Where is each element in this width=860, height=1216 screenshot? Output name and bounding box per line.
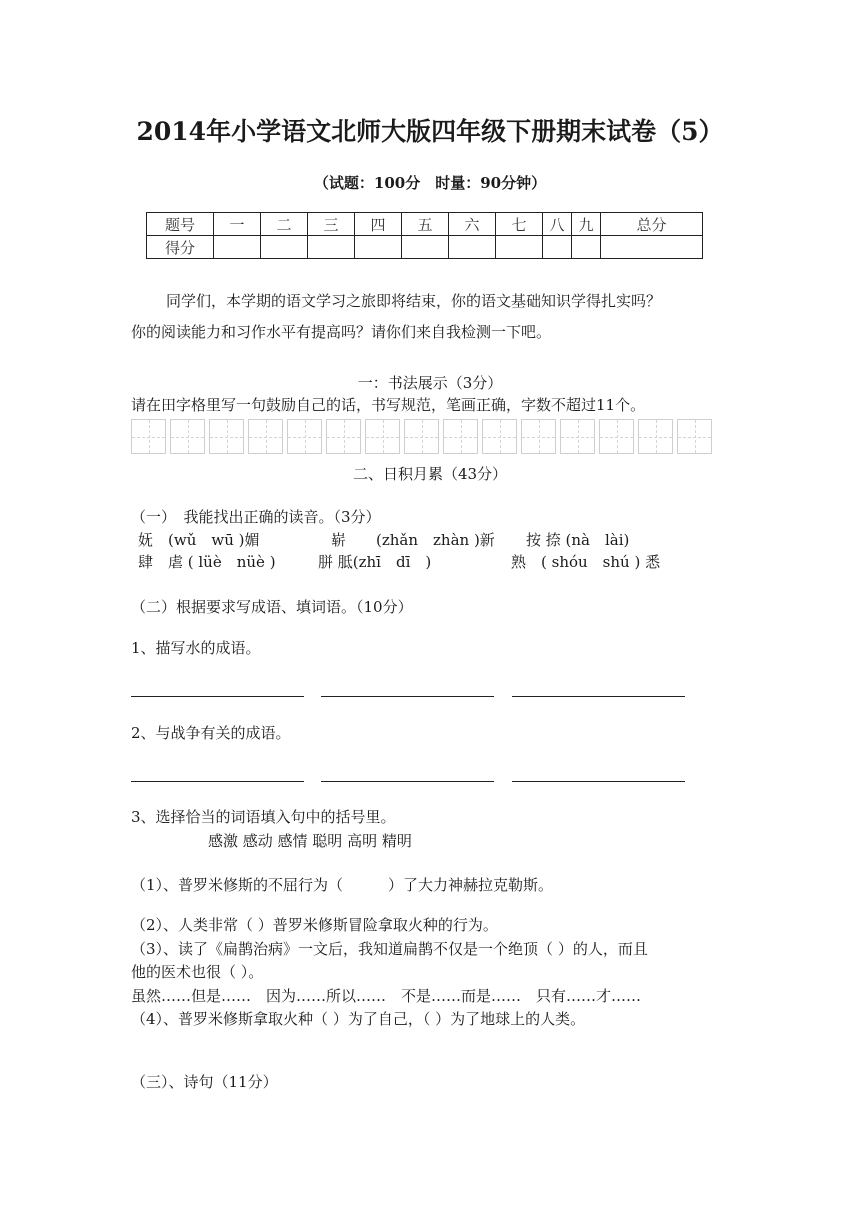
pinyin-item-2: 崭 (zhǎn zhàn )新 [331, 531, 495, 549]
score-header-cell: 九 [572, 213, 601, 236]
part3-heading: （三）、诗句（11分） [131, 1073, 278, 1091]
tianzige-cell[interactable] [599, 419, 634, 454]
tianzige-cell[interactable] [131, 419, 166, 454]
score-header-cell: 三 [308, 213, 355, 236]
section1-heading: 一：书法展示（3分） [357, 374, 503, 392]
score-table-score-row [147, 236, 703, 259]
sentence-2: （2）、人类非常（ ）普罗米修斯冒险拿取火种的行为。 [131, 916, 498, 934]
score-header-cell: 五 [402, 213, 449, 236]
exam-info: （试题：100分 时量：90分钟） [313, 174, 547, 192]
score-input-cell[interactable] [355, 236, 402, 259]
score-input-cell[interactable] [449, 236, 496, 259]
score-input-cell[interactable] [308, 236, 355, 259]
answer-line[interactable] [321, 781, 494, 782]
page-title: 2014年小学语文北师大版四年级下册期末试卷（5） [136, 117, 724, 146]
answer-line[interactable] [321, 696, 494, 697]
score-input-cell[interactable] [496, 236, 543, 259]
tianzige-cell[interactable] [209, 419, 244, 454]
sentence-3b: 他的医术也很（ ）。 [131, 963, 264, 981]
intro-line-1: 同学们，本学期的语文学习之旅即将结束，你的语文基础知识学得扎实吗？ [166, 292, 662, 310]
pinyin-item-4: 肆 虐 ( lüè nüè ) [138, 553, 276, 571]
score-header-cell: 一 [214, 213, 261, 236]
pinyin-item-6: 熟 ( shóu shú ) 悉 [511, 553, 661, 571]
score-input-cell[interactable] [543, 236, 572, 259]
intro-line-2: 你的阅读能力和习作水平有提高吗？请你们来自我检测一下吧。 [131, 323, 552, 341]
score-header-cell: 六 [449, 213, 496, 236]
answer-line[interactable] [131, 696, 304, 697]
score-header-cell: 四 [355, 213, 402, 236]
score-row-label: 得分 [147, 236, 214, 259]
sentence-1: （1）、普罗米修斯的不屈行为（ ）了大力神赫拉克勒斯。 [131, 876, 554, 894]
score-input-cell[interactable] [601, 236, 703, 259]
part2-heading: （二）根据要求写成语、填词语。（10分） [131, 598, 413, 616]
tianzige-cell[interactable] [443, 419, 478, 454]
sentence-4: （4）、普罗米修斯拿取火种（ ）为了自己，（ ）为了地球上的人类。 [131, 1010, 586, 1028]
answer-line[interactable] [131, 781, 304, 782]
tianzige-cell[interactable] [404, 419, 439, 454]
tianzige-cell[interactable] [326, 419, 361, 454]
sentence-3a: （3）、读了《扁鹊治病》一文后，我知道扁鹊不仅是一个绝顶（ ）的人，而且 [131, 940, 648, 958]
tianzige-cell[interactable] [677, 419, 712, 454]
question-2: 2、与战争有关的成语。 [131, 724, 291, 742]
score-input-cell[interactable] [402, 236, 449, 259]
score-header-cell: 七 [496, 213, 543, 236]
pinyin-item-3: 按 捺 (nà lài) [526, 531, 630, 549]
tianzige-cell[interactable] [638, 419, 673, 454]
tianzige-cell[interactable] [482, 419, 517, 454]
score-input-cell[interactable] [261, 236, 308, 259]
part1-heading: （一） 我能找出正确的读音。（3分） [131, 508, 381, 526]
score-table-header-row [147, 213, 703, 236]
tianzige-cell[interactable] [287, 419, 322, 454]
tianzige-cell[interactable] [365, 419, 400, 454]
section2-heading: 二、日积月累（43分） [352, 465, 508, 483]
pinyin-item-1: 妩 (wǔ wū )媚 [138, 531, 260, 549]
answer-line[interactable] [512, 781, 685, 782]
tianzige-cell[interactable] [521, 419, 556, 454]
tianzige-cell[interactable] [560, 419, 595, 454]
score-header-cell: 题号 [147, 213, 214, 236]
score-input-cell[interactable] [572, 236, 601, 259]
score-header-cell: 八 [543, 213, 572, 236]
question-3: 3、选择恰当的词语填入句中的括号里。 [131, 808, 396, 826]
pinyin-item-5: 胼 胝(zhī dī ) [318, 553, 432, 571]
conjunction-bank: 虽然……但是…… 因为……所以…… 不是……而是…… 只有……才…… [131, 987, 642, 1005]
score-header-cell: 总分 [601, 213, 703, 236]
tianzige-cell[interactable] [248, 419, 283, 454]
section1-instruction: 请在田字格里写一句鼓励自己的话，书写规范，笔画正确，字数不超过11个。 [131, 396, 646, 414]
score-header-cell: 二 [261, 213, 308, 236]
question-1: 1、描写水的成语。 [131, 639, 261, 657]
score-input-cell[interactable] [214, 236, 261, 259]
tianzige-cell[interactable] [170, 419, 205, 454]
tianzige-grid[interactable] [131, 419, 713, 455]
score-table [146, 212, 703, 259]
word-bank: 感激 感动 感情 聪明 高明 精明 [208, 832, 412, 850]
answer-line[interactable] [512, 696, 685, 697]
